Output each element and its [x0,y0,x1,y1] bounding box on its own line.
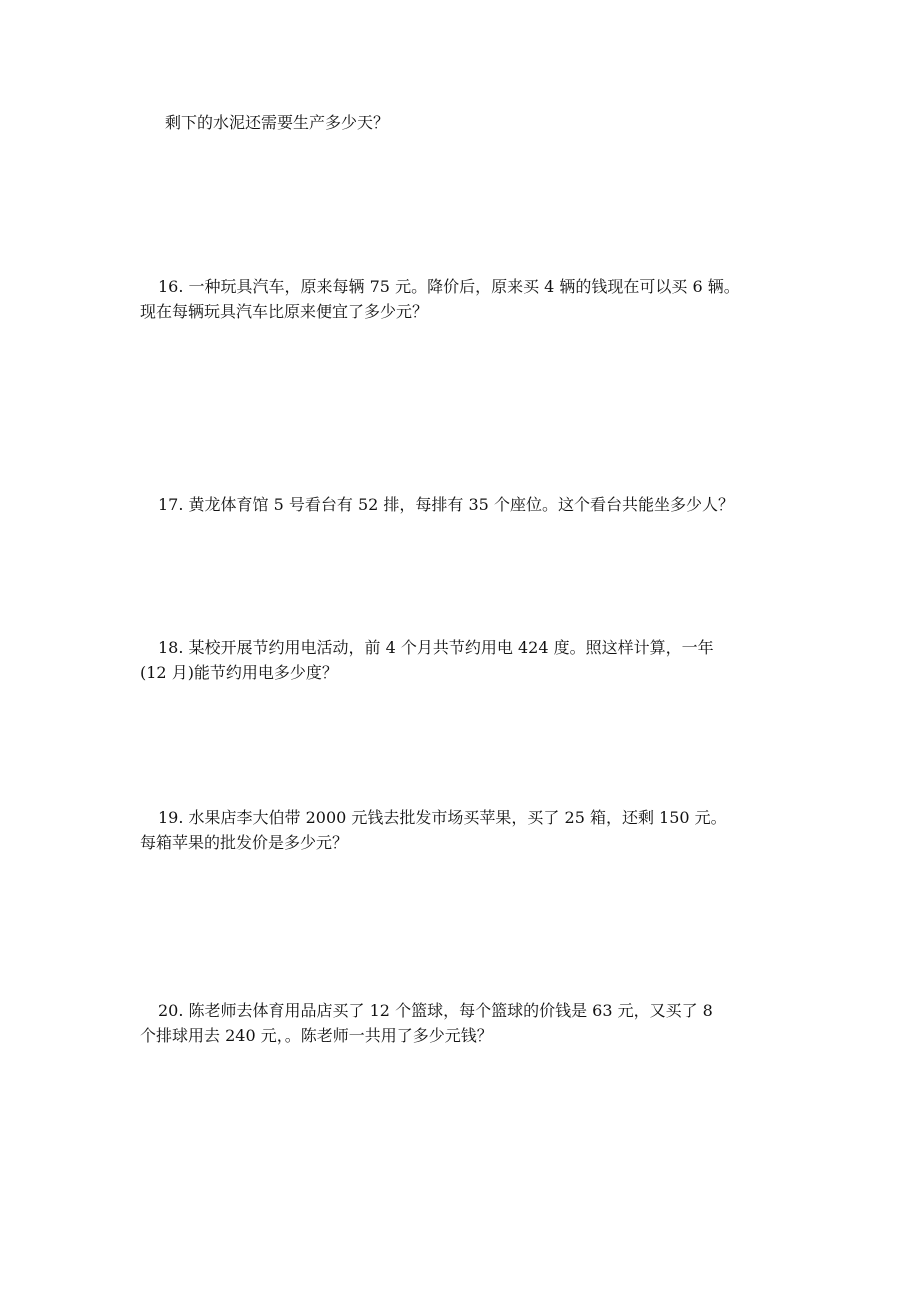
problem-19-line-2: 每箱苹果的批发价是多少元？ [140,833,349,852]
problem-16-line-1: 16. 一种玩具汽车，原来每辆 75 元。降价后，原来买 4 辆的钱现在可以买 6 辆。 [158,277,740,296]
problem-20-line-1: 20. 陈老师去体育用品店买了 12 个篮球，每个篮球的价钱是 63 元，又买了 8 [158,1001,713,1020]
problem-19-line-1: 19. 水果店李大伯带 2000 元钱去批发市场买苹果，买了 25 箱，还剩 150 元。 [158,808,727,827]
problem-15-line-1: 剩下的水泥还需要生产多少天？ [165,113,390,132]
problem-17-line-1: 17. 黄龙体育馆 5 号看台有 52 排，每排有 35 个座位。这个看台共能坐多少人？ [158,495,734,514]
problem-20-line-2: 个排球用去 240 元，。陈老师一共用了多少元钱？ [140,1026,493,1045]
problem-18-line-1: 18. 某校开展节约用电活动，前 4 个月共节约用电 424 度。照这样计算，一年 [158,638,714,657]
problem-16-line-2: 现在每辆玩具汽车比原来便宜了多少元？ [140,302,429,321]
problem-18-line-2: (12 月)能节约用电多少度？ [140,663,338,682]
